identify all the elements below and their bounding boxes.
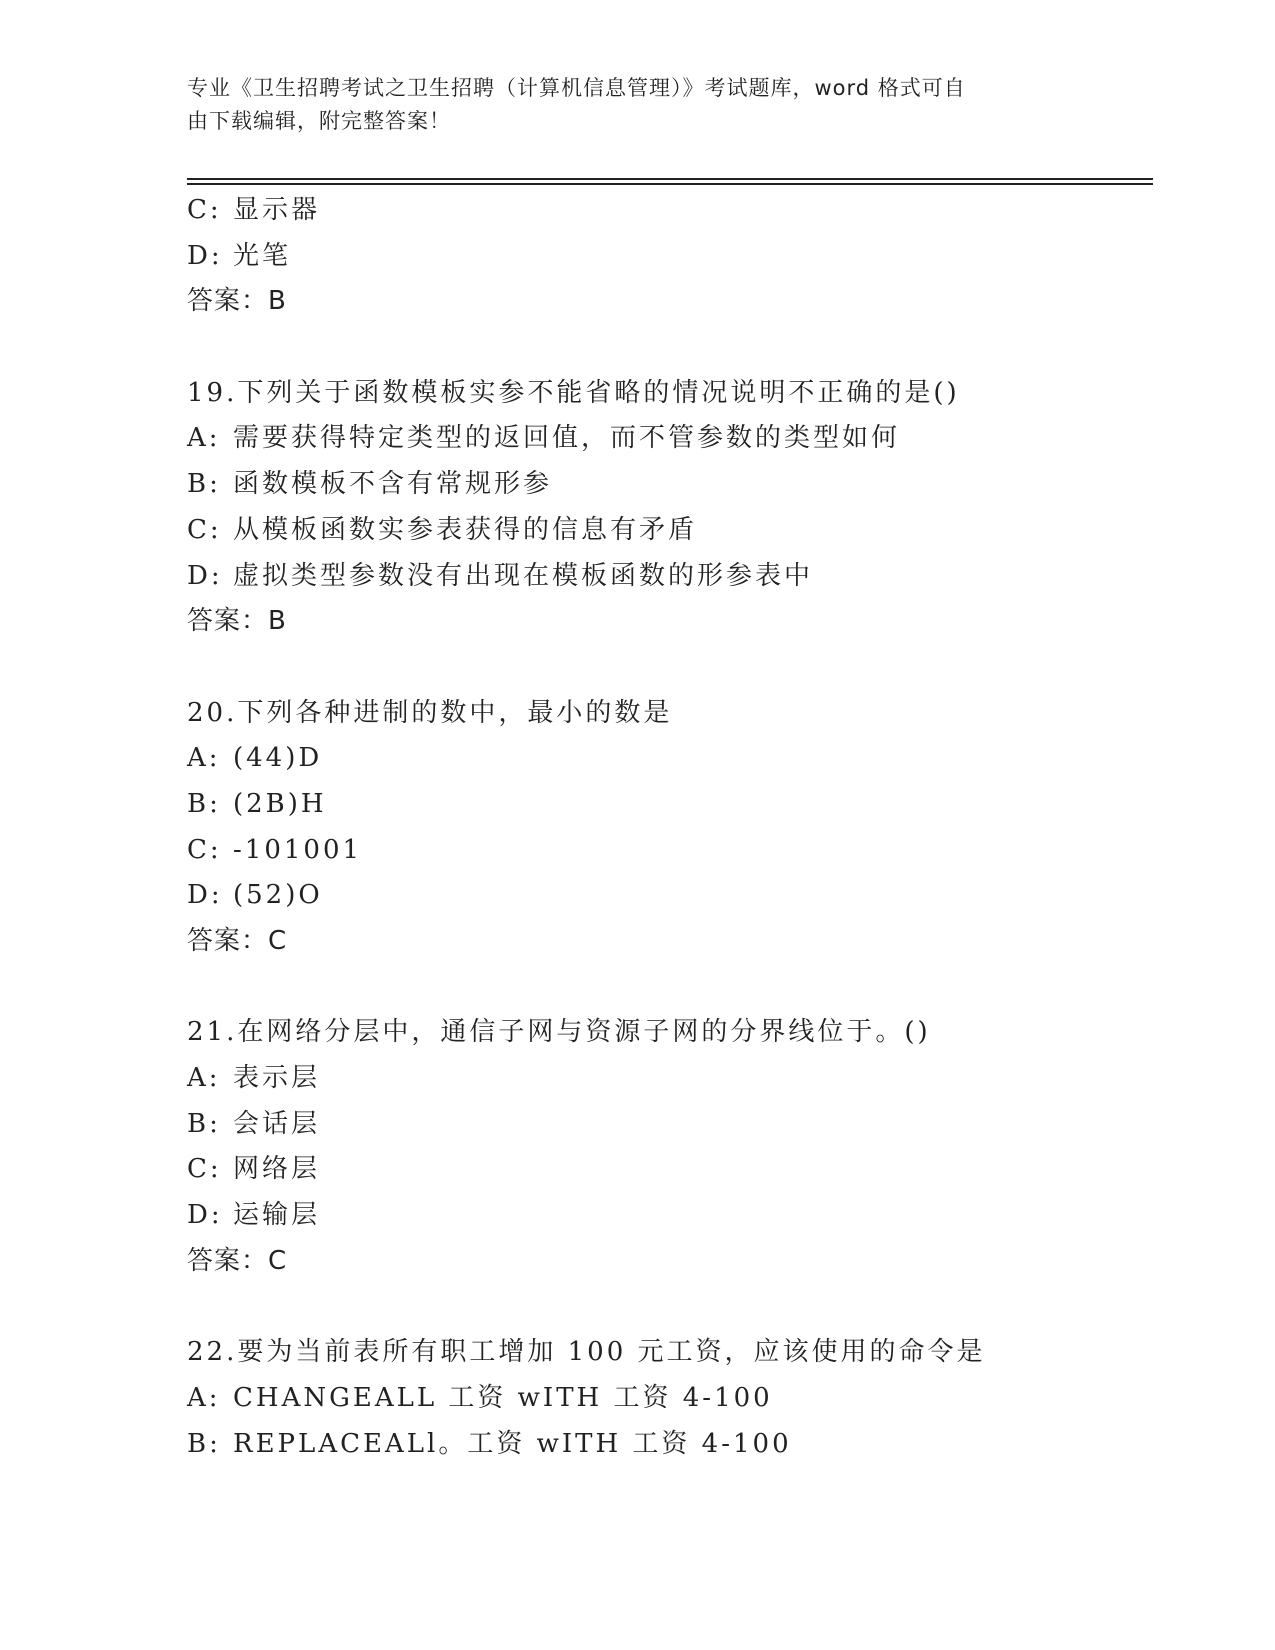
answer-line: 答案：C: [187, 926, 288, 956]
option-line: [187, 508, 1147, 554]
question-stem: 20.下列各种进制的数中，最小的数是: [187, 697, 673, 728]
header-line-1: 专业《卫生招聘考试之卫生招聘（计算机信息管理）》考试题库，word 格式可自: [187, 76, 966, 100]
option-text: 虚拟类型参数没有出现在模板函数的形参表中: [233, 560, 814, 591]
spacer: [187, 965, 1147, 1011]
option-letter: A:: [187, 423, 221, 454]
option-text: CHANGEALL 工资 wITH 工资 4-100: [233, 1382, 773, 1413]
option-text: 网络层: [233, 1154, 321, 1185]
option-line: [187, 462, 1147, 508]
option-line: [187, 554, 1147, 600]
spacer: [187, 325, 1147, 371]
option-letter: C:: [187, 195, 222, 225]
option-letter: D:: [187, 240, 223, 271]
answer-line: 答案：B: [187, 606, 287, 637]
option-text: (52)O: [233, 880, 323, 911]
header-divider-top: [187, 178, 1153, 180]
question-stem: 19.下列关于函数模板实参不能省略的情况说明不正确的是(): [187, 377, 960, 408]
answer-line: 答案：B: [187, 286, 287, 317]
option-line: [187, 416, 1147, 462]
option-line: [187, 736, 1147, 782]
option-letter: A:: [187, 743, 221, 774]
option-line: [187, 1193, 1147, 1239]
option-letter: B:: [187, 1108, 221, 1139]
option-line: [187, 782, 1147, 828]
option-line: [187, 873, 1147, 919]
option-letter: C:: [187, 514, 222, 545]
option-text: 会话层: [233, 1108, 321, 1139]
header-divider-bottom: [187, 183, 1153, 185]
option-text: -101001: [233, 834, 363, 865]
option-letter: B:: [187, 1428, 221, 1459]
spacer: [187, 1285, 1147, 1331]
option-line: [187, 1376, 1147, 1422]
answer-line: 答案：C: [187, 1245, 288, 1276]
option-text: 函数模板不含有常规形参: [233, 469, 553, 500]
question-stem: 22.要为当前表所有职工增加 100 元工资，应该使用的命令是: [187, 1337, 986, 1368]
option-letter: D:: [187, 1200, 223, 1231]
option-letter: B:: [187, 788, 221, 819]
option-letter: C:: [187, 1154, 222, 1185]
option-text: REPLACEALl。工资 wITH 工资 4-100: [233, 1428, 792, 1459]
option-text: 需要获得特定类型的返回值，而不管参数的类型如何: [233, 423, 901, 454]
question-stem: 21.在网络分层中，通信子网与资源子网的分界线位于。(): [187, 1017, 931, 1048]
option-letter: B:: [187, 469, 221, 500]
option-line: [187, 1056, 1147, 1102]
option-text: 显示器: [233, 195, 321, 225]
question-content: [187, 188, 1147, 1467]
option-line: [187, 188, 1147, 234]
option-line: [187, 1102, 1147, 1148]
option-letter: A:: [187, 1063, 221, 1094]
spacer: [187, 645, 1147, 691]
option-text: 光笔: [233, 240, 292, 271]
header-line-2: 由下载编辑，附完整答案！: [187, 109, 451, 133]
option-line: [187, 828, 1147, 874]
option-text: (44)D: [233, 743, 323, 774]
document-header: [187, 72, 1087, 138]
option-text: 表示层: [233, 1063, 321, 1094]
option-letter: A:: [187, 1382, 221, 1413]
option-line: [187, 1422, 1147, 1468]
option-letter: C:: [187, 834, 222, 865]
option-text: (2B)H: [233, 788, 327, 819]
option-text: 运输层: [233, 1200, 321, 1231]
option-text: 从模板函数实参表获得的信息有矛盾: [233, 514, 698, 545]
option-line: [187, 234, 1147, 280]
option-letter: D:: [187, 560, 223, 591]
option-line: [187, 1147, 1147, 1193]
option-letter: D:: [187, 880, 223, 911]
